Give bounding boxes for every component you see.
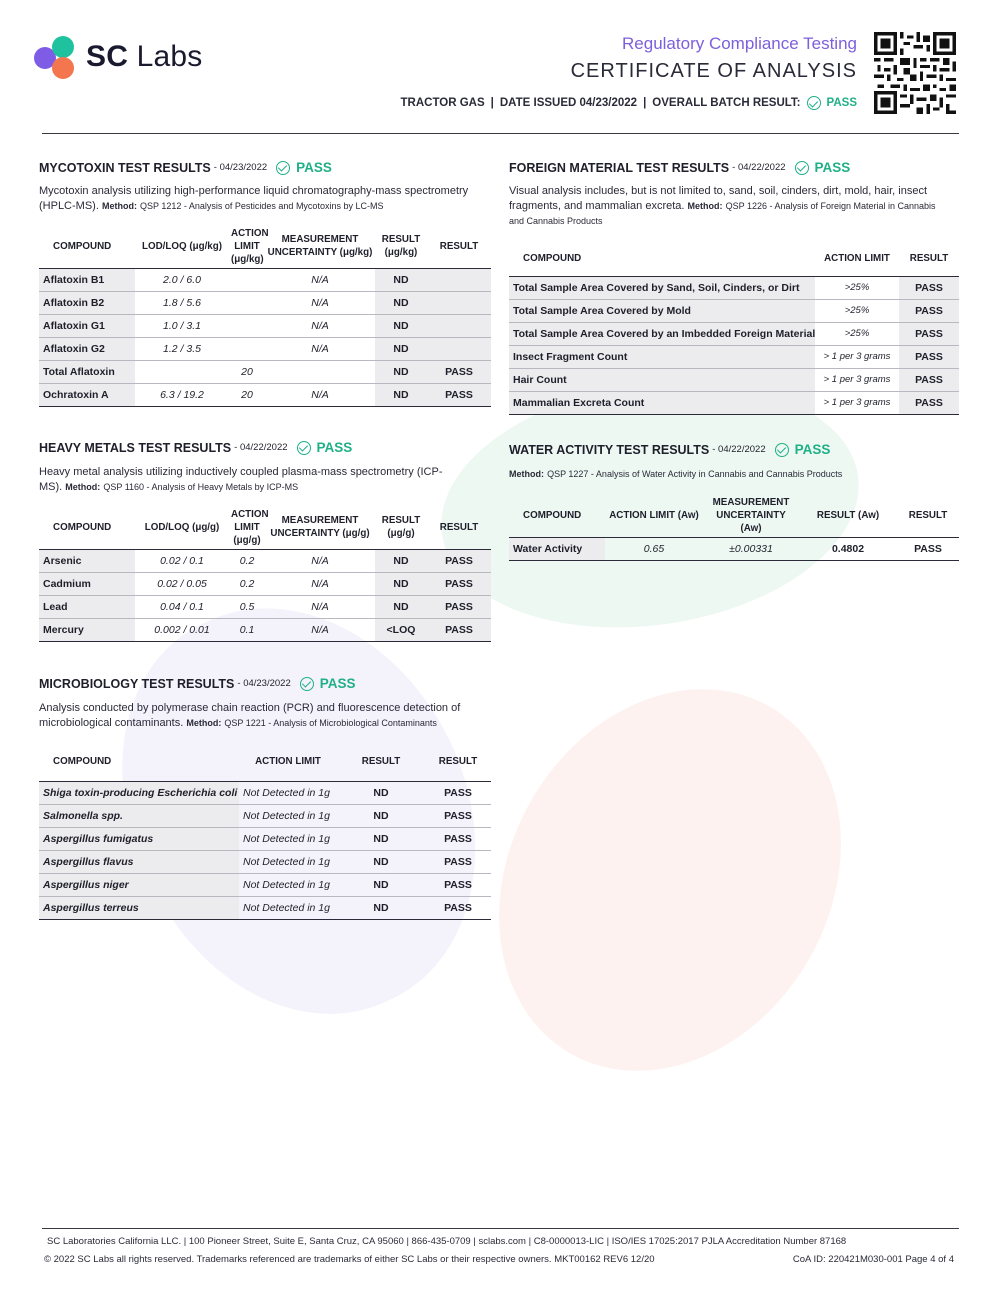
foreign-date: - 04/22/2022 [732,162,786,173]
table-cell: ND [337,896,425,919]
mycotoxin-date: - 04/23/2022 [213,162,268,173]
column-header: RESULT (μg/g) [381,515,421,540]
table-row [39,781,491,804]
column-header: COMPOUND [523,252,582,264]
table-cell: PASS [427,360,491,383]
column-header: MEASUREMENT UNCERTAINTY (Aw) [712,496,790,534]
mycotoxin-title: MYCOTOXIN TEST RESULTS [39,160,211,175]
table-cell [229,314,265,337]
table-cell: 20 [229,383,265,406]
table-cell: > 1 per 3 grams [815,391,899,414]
column-header: ACTION LIMIT (Aw) [609,509,699,521]
table-cell: ND [337,781,425,804]
table-cell: Not Detected in 1g [239,804,337,827]
table-cell: Aspergillus fumigatus [39,827,239,850]
table-row [39,314,491,337]
table-cell: PASS [899,322,959,345]
table-cell: 0.02 / 0.1 [135,549,229,572]
micro-desc: Analysis conducted by polymerase chain reaction (PCR) and fluorescence detection of microbiological contaminants. [39,702,461,729]
table-cell: N/A [265,595,375,618]
water-activity-table [509,494,959,561]
foreign-material-section: FOREIGN MATERIAL TEST RESULTS - 04/22/2022 PASS Visual analysis includes, but is not limited to, sand, soil, cinders, dirt, mold, hair, insect fragments, and mammalian excreta. Method: QSP 1226 - Analysis of Foreign Material in Cannabis and Cannabis Products COMPOUND ACTION LIMIT RESULT Total Sample Area Covered by Sand, Soil, Cinders, or Dirt >25% PASS Total Sample Area Covered by Mold >25% PASS Total Sample Area Covered by an Imbedded Foreign Material >25% PASS Insect Fragment Count > 1 per 3 grams PASS Hair Count > 1 per 3 grams PASS Mammalian Excreta Count > 1 per 3 grams PASS [509,160,959,415]
date-issued: DATE ISSUED 04/23/2022 [499,97,638,109]
mycotoxin-table [39,225,491,407]
column-header: MEASUREMENT UNCERTAINTY (μg/g) [270,515,370,540]
mycotoxin-section: MYCOTOXIN TEST RESULTS - 04/23/2022 PASS Mycotoxin analysis utilizing high-performance liquid chromatography-mass spectrometry (HPLC-MS). Method: QSP 1212 - Analysis of Pesticides and Mycotoxins by LC-MS COMPOUND LOD/LOQ (μg/kg) ACTION LIMIT (μg/kg) MEASUREMENT UNCERTAINTY (μg/kg) RESULT (μg/kg) RESULT Aflatoxin B1 2.0 / 6.0 N/A ND Aflatoxin B2 1.8 / 5.6 N/A ND Aflatoxin G1 1.0 / 3.1 N/A ND Aflatoxin G2 1.2 / 3.5 N/A ND Total Aflatoxin 20 ND PASS Ochratoxin A 6.3 / 19.2 20 N/A ND PASS [39,160,491,407]
table-cell: Aflatoxin B2 [39,291,135,314]
column-header: ACTION LIMIT (μg/kg) [231,227,269,265]
table-row [509,391,959,414]
table-row [509,322,959,345]
table-cell [427,314,491,337]
table-cell: >25% [815,276,899,299]
table-cell: PASS [427,618,491,641]
footer-divider [42,1228,959,1229]
micro-status: PASS [319,676,356,691]
table-cell [265,360,375,383]
heavy-method: QSP 1160 - Analysis of Heavy Metals by ICP-MS [103,482,299,492]
column-header: RESULT [908,509,948,521]
table-cell: Not Detected in 1g [239,827,337,850]
table-row [39,383,491,406]
table-cell: PASS [425,896,491,919]
table-cell: 0.2 [229,572,265,595]
table-cell: Ochratoxin A [39,383,135,406]
table-cell: PASS [427,572,491,595]
table-cell: ND [375,291,427,314]
micro-method: QSP 1221 - Analysis of Microbiological Contaminants [224,718,437,728]
table-cell: Water Activity [509,537,605,560]
qr-code-icon[interactable] [874,32,956,114]
table-cell [427,337,491,360]
sc-labs-logo: SC Labs [34,36,224,82]
table-cell: Not Detected in 1g [239,850,337,873]
table-cell: Not Detected in 1g [239,896,337,919]
column-header: ACTION LIMIT [824,252,890,264]
table-cell: 0.04 / 0.1 [135,595,229,618]
column-header: COMPOUND [53,240,112,252]
heavy-metals-section: HEAVY METALS TEST RESULTS - 04/22/2022 PASS Heavy metal analysis utilizing inductively coupled plasma-mass spectrometry (ICP-MS). Method: QSP 1160 - Analysis of Heavy Metals by ICP-MS COMPOUND LOD/LOQ (μg/g) ACTION LIMIT (μg/g) MEASUREMENT UNCERTAINTY (μg/g) RESULT (μg/g) RESULT Arsenic 0.02 / 0.1 0.2 N/A ND PASS Cadmium 0.02 / 0.05 0.2 N/A ND PASS Lead 0.04 / 0.1 0.5 N/A ND PASS Mercury 0.002 / 0.01 0.1 N/A <LOQ PASS [39,440,491,642]
footer-copyright-text: © 2022 SC Labs all rights reserved. Trademarks referenced are trademarks of either SC Labs or their respective owners. MKT00162 REV6 12/20 [44,1254,655,1265]
table-row [39,595,491,618]
table-cell: > 1 per 3 grams [815,368,899,391]
check-circle-icon [795,161,809,175]
table-row [39,850,491,873]
table-cell: Aflatoxin B1 [39,268,135,291]
table-row [39,549,491,572]
table-cell: Aflatoxin G2 [39,337,135,360]
table-cell: Arsenic [39,549,135,572]
table-cell: Aspergillus flavus [39,850,239,873]
table-row [39,804,491,827]
table-cell: PASS [897,537,959,560]
report-title: CERTIFICATE OF ANALYSIS [570,60,857,82]
table-cell: Aflatoxin G1 [39,314,135,337]
table-cell: ND [375,268,427,291]
foreign-desc: Visual analysis includes, but is not limited to, sand, soil, cinders, dirt, mold, hair, insect fragments, and mammalian excreta. [509,185,927,212]
table-cell: 0.5 [229,595,265,618]
microbiology-table [39,742,491,920]
table-cell: Cadmium [39,572,135,595]
table-row [39,572,491,595]
water-title: WATER ACTIVITY TEST RESULTS [509,442,710,457]
table-cell: >25% [815,322,899,345]
check-circle-icon [300,677,314,691]
table-cell: ND [375,383,427,406]
column-header: ACTION LIMIT (μg/g) [231,508,269,546]
table-cell: N/A [265,314,375,337]
table-cell: ND [337,873,425,896]
column-header: COMPOUND [53,521,112,533]
table-cell: N/A [265,337,375,360]
table-cell: Shiga toxin-producing Escherichia coli [39,781,239,804]
mycotoxin-method: QSP 1212 - Analysis of Pesticides and Mycotoxins by LC-MS [140,201,384,211]
table-cell: Not Detected in 1g [239,873,337,896]
table-row [509,537,959,560]
table-cell: Insect Fragment Count [509,345,815,368]
table-cell: 0.2 [229,549,265,572]
report-subtitle: Regulatory Compliance Testing [622,34,857,53]
water-method: QSP 1227 - Analysis of Water Activity in Cannabis and Cannabis Products [547,469,843,479]
table-cell: Total Sample Area Covered by Sand, Soil, Cinders, or Dirt [509,276,815,299]
heavy-title: HEAVY METALS TEST RESULTS [39,440,232,455]
table-cell: Total Sample Area Covered by Mold [509,299,815,322]
footer-address: SC Laboratories California LLC. | 100 Pioneer Street, Suite E, Santa Cruz, CA 95060 | 866-435-0709 | sclabs.com | C8-0000013-LIC | ISO/IES 17025:2017 PJLA Accreditation Number 87168 [47,1236,847,1247]
heavy-desc: Heavy metal analysis utilizing inductively coupled plasma-mass spectrometry (ICP-MS). [39,466,443,493]
table-cell: ND [375,360,427,383]
column-header: RESULT [438,755,478,767]
table-cell: >25% [815,299,899,322]
water-date: - 04/22/2022 [712,444,766,455]
table-cell: Mercury [39,618,135,641]
micro-title: MICROBIOLOGY TEST RESULTS [39,676,235,691]
foreign-status: PASS [814,160,851,175]
mycotoxin-desc: Mycotoxin analysis utilizing high-performance liquid chromatography-mass spectrometry (HPLC-MS). [39,185,469,212]
table-cell: ND [375,337,427,360]
table-cell: ND [375,549,427,572]
logo-dots-icon [34,36,78,80]
table-cell: <LOQ [375,618,427,641]
table-row [509,299,959,322]
table-cell: 1.8 / 5.6 [135,291,229,314]
column-header: MEASUREMENT UNCERTAINTY (μg/kg) [267,234,373,259]
table-row [39,360,491,383]
table-cell: Salmonella spp. [39,804,239,827]
product-name: TRACTOR GAS [400,97,485,109]
foreign-method: QSP 1226 - Analysis of Foreign Material in Cannabis and Cannabis Products [509,201,936,226]
table-row [509,276,959,299]
table-cell: Not Detected in 1g [239,781,337,804]
table-cell: Mammalian Excreta Count [509,391,815,414]
table-cell: 1.0 / 3.1 [135,314,229,337]
table-cell: N/A [265,291,375,314]
table-cell: > 1 per 3 grams [815,345,899,368]
heavy-status: PASS [316,440,353,455]
table-row [39,337,491,360]
table-cell: Hair Count [509,368,815,391]
table-cell [427,291,491,314]
column-header: RESULT [439,521,479,533]
table-cell: PASS [425,873,491,896]
table-cell: 20 [229,360,265,383]
table-cell: Total Aflatoxin [39,360,135,383]
foreign-title: FOREIGN MATERIAL TEST RESULTS [509,160,730,175]
table-cell: ND [337,827,425,850]
table-cell: Aspergillus terreus [39,896,239,919]
table-cell: 0.1 [229,618,265,641]
table-cell: 6.3 / 19.2 [135,383,229,406]
table-cell: N/A [265,383,375,406]
table-cell: 2.0 / 6.0 [135,268,229,291]
table-cell: 0.4802 [799,537,897,560]
report-meta: TRACTOR GAS | DATE ISSUED 04/23/2022 | OVERALL BATCH RESULT: PASS [400,97,857,109]
table-cell: PASS [427,595,491,618]
table-cell: N/A [265,268,375,291]
microbiology-section: MICROBIOLOGY TEST RESULTS - 04/23/2022 PASS Analysis conducted by polymerase chain reaction (PCR) and fluorescence detection of microbiological contaminants. Method: QSP 1221 - Analysis of Microbiological Contaminants COMPOUND ACTION LIMIT RESULT RESULT Shiga toxin-producing Escherichia coli Not Detected in 1g ND PASS Salmonella spp. Not Detected in 1g ND PASS Aspergillus fumigatus Not Detected in 1g ND PASS Aspergillus flavus Not Detected in 1g ND PASS Aspergillus niger Not Detected in 1g ND PASS Aspergillus terreus Not Detected in 1g ND PASS [39,676,491,920]
column-header: RESULT [439,240,479,252]
table-cell: PASS [425,804,491,827]
check-circle-icon [276,161,290,175]
table-row [39,618,491,641]
heavy-metals-table [39,506,491,642]
foreign-material-table [509,241,959,415]
column-header: RESULT (Aw) [816,509,880,521]
table-cell: PASS [899,391,959,414]
table-row [39,896,491,919]
water-status: PASS [794,442,831,457]
header-divider [42,133,959,134]
table-cell: PASS [899,276,959,299]
table-cell: 0.002 / 0.01 [135,618,229,641]
table-cell: Aspergillus niger [39,873,239,896]
check-circle-icon [775,443,789,457]
table-cell [229,268,265,291]
column-header: RESULT (μg/kg) [381,234,421,259]
table-cell: 0.02 / 0.05 [135,572,229,595]
column-header: LOD/LOQ (μg/kg) [141,240,222,252]
check-circle-icon [807,96,821,110]
overall-result-label: OVERALL BATCH RESULT: [652,97,801,109]
table-cell: ND [337,804,425,827]
column-header: ACTION LIMIT [255,755,321,767]
table-cell: PASS [427,549,491,572]
table-row [39,873,491,896]
table-row [509,345,959,368]
footer-copyright [44,1254,954,1265]
table-cell: ±0.00331 [703,537,799,560]
table-cell: PASS [427,383,491,406]
table-cell: PASS [425,827,491,850]
table-cell: 1.2 / 3.5 [135,337,229,360]
water-activity-section: WATER ACTIVITY TEST RESULTS - 04/22/2022 PASS Method: QSP 1227 - Analysis of Water Activity in Cannabis and Cannabis Products COMPOUND ACTION LIMIT (Aw) MEASUREMENT UNCERTAINTY (Aw) RESULT (Aw) RESULT Water Activity 0.65 ±0.00331 0.4802 PASS [509,442,959,561]
micro-date: - 04/23/2022 [237,678,291,689]
table-cell: ND [337,850,425,873]
mycotoxin-status: PASS [296,160,332,175]
table-cell: N/A [265,618,375,641]
column-header: LOD/LOQ (μg/g) [144,521,220,533]
table-cell [229,291,265,314]
table-cell: ND [375,572,427,595]
table-row [39,268,491,291]
table-cell [427,268,491,291]
heavy-date: - 04/22/2022 [234,442,288,453]
table-cell: N/A [265,549,375,572]
table-cell: PASS [899,299,959,322]
check-circle-icon [297,441,311,455]
column-header: RESULT [909,252,949,264]
table-cell: PASS [425,781,491,804]
column-header: COMPOUND [523,509,582,521]
column-header: COMPOUND [53,755,112,767]
table-cell: Total Sample Area Covered by an Imbedded Foreign Material [509,322,815,345]
table-cell [135,360,229,383]
table-cell: ND [375,595,427,618]
table-cell: ND [375,314,427,337]
table-cell: Lead [39,595,135,618]
table-cell [229,337,265,360]
column-header: RESULT [361,755,401,767]
table-row [39,291,491,314]
table-cell: 0.65 [605,537,703,560]
footer-coa-id: CoA ID: 220421M030-001 Page 4 of 4 [792,1254,954,1265]
table-row [39,827,491,850]
table-cell: PASS [899,368,959,391]
overall-result-value: PASS [826,97,857,109]
table-cell: N/A [265,572,375,595]
table-cell: PASS [425,850,491,873]
table-cell: PASS [899,345,959,368]
table-row [509,368,959,391]
